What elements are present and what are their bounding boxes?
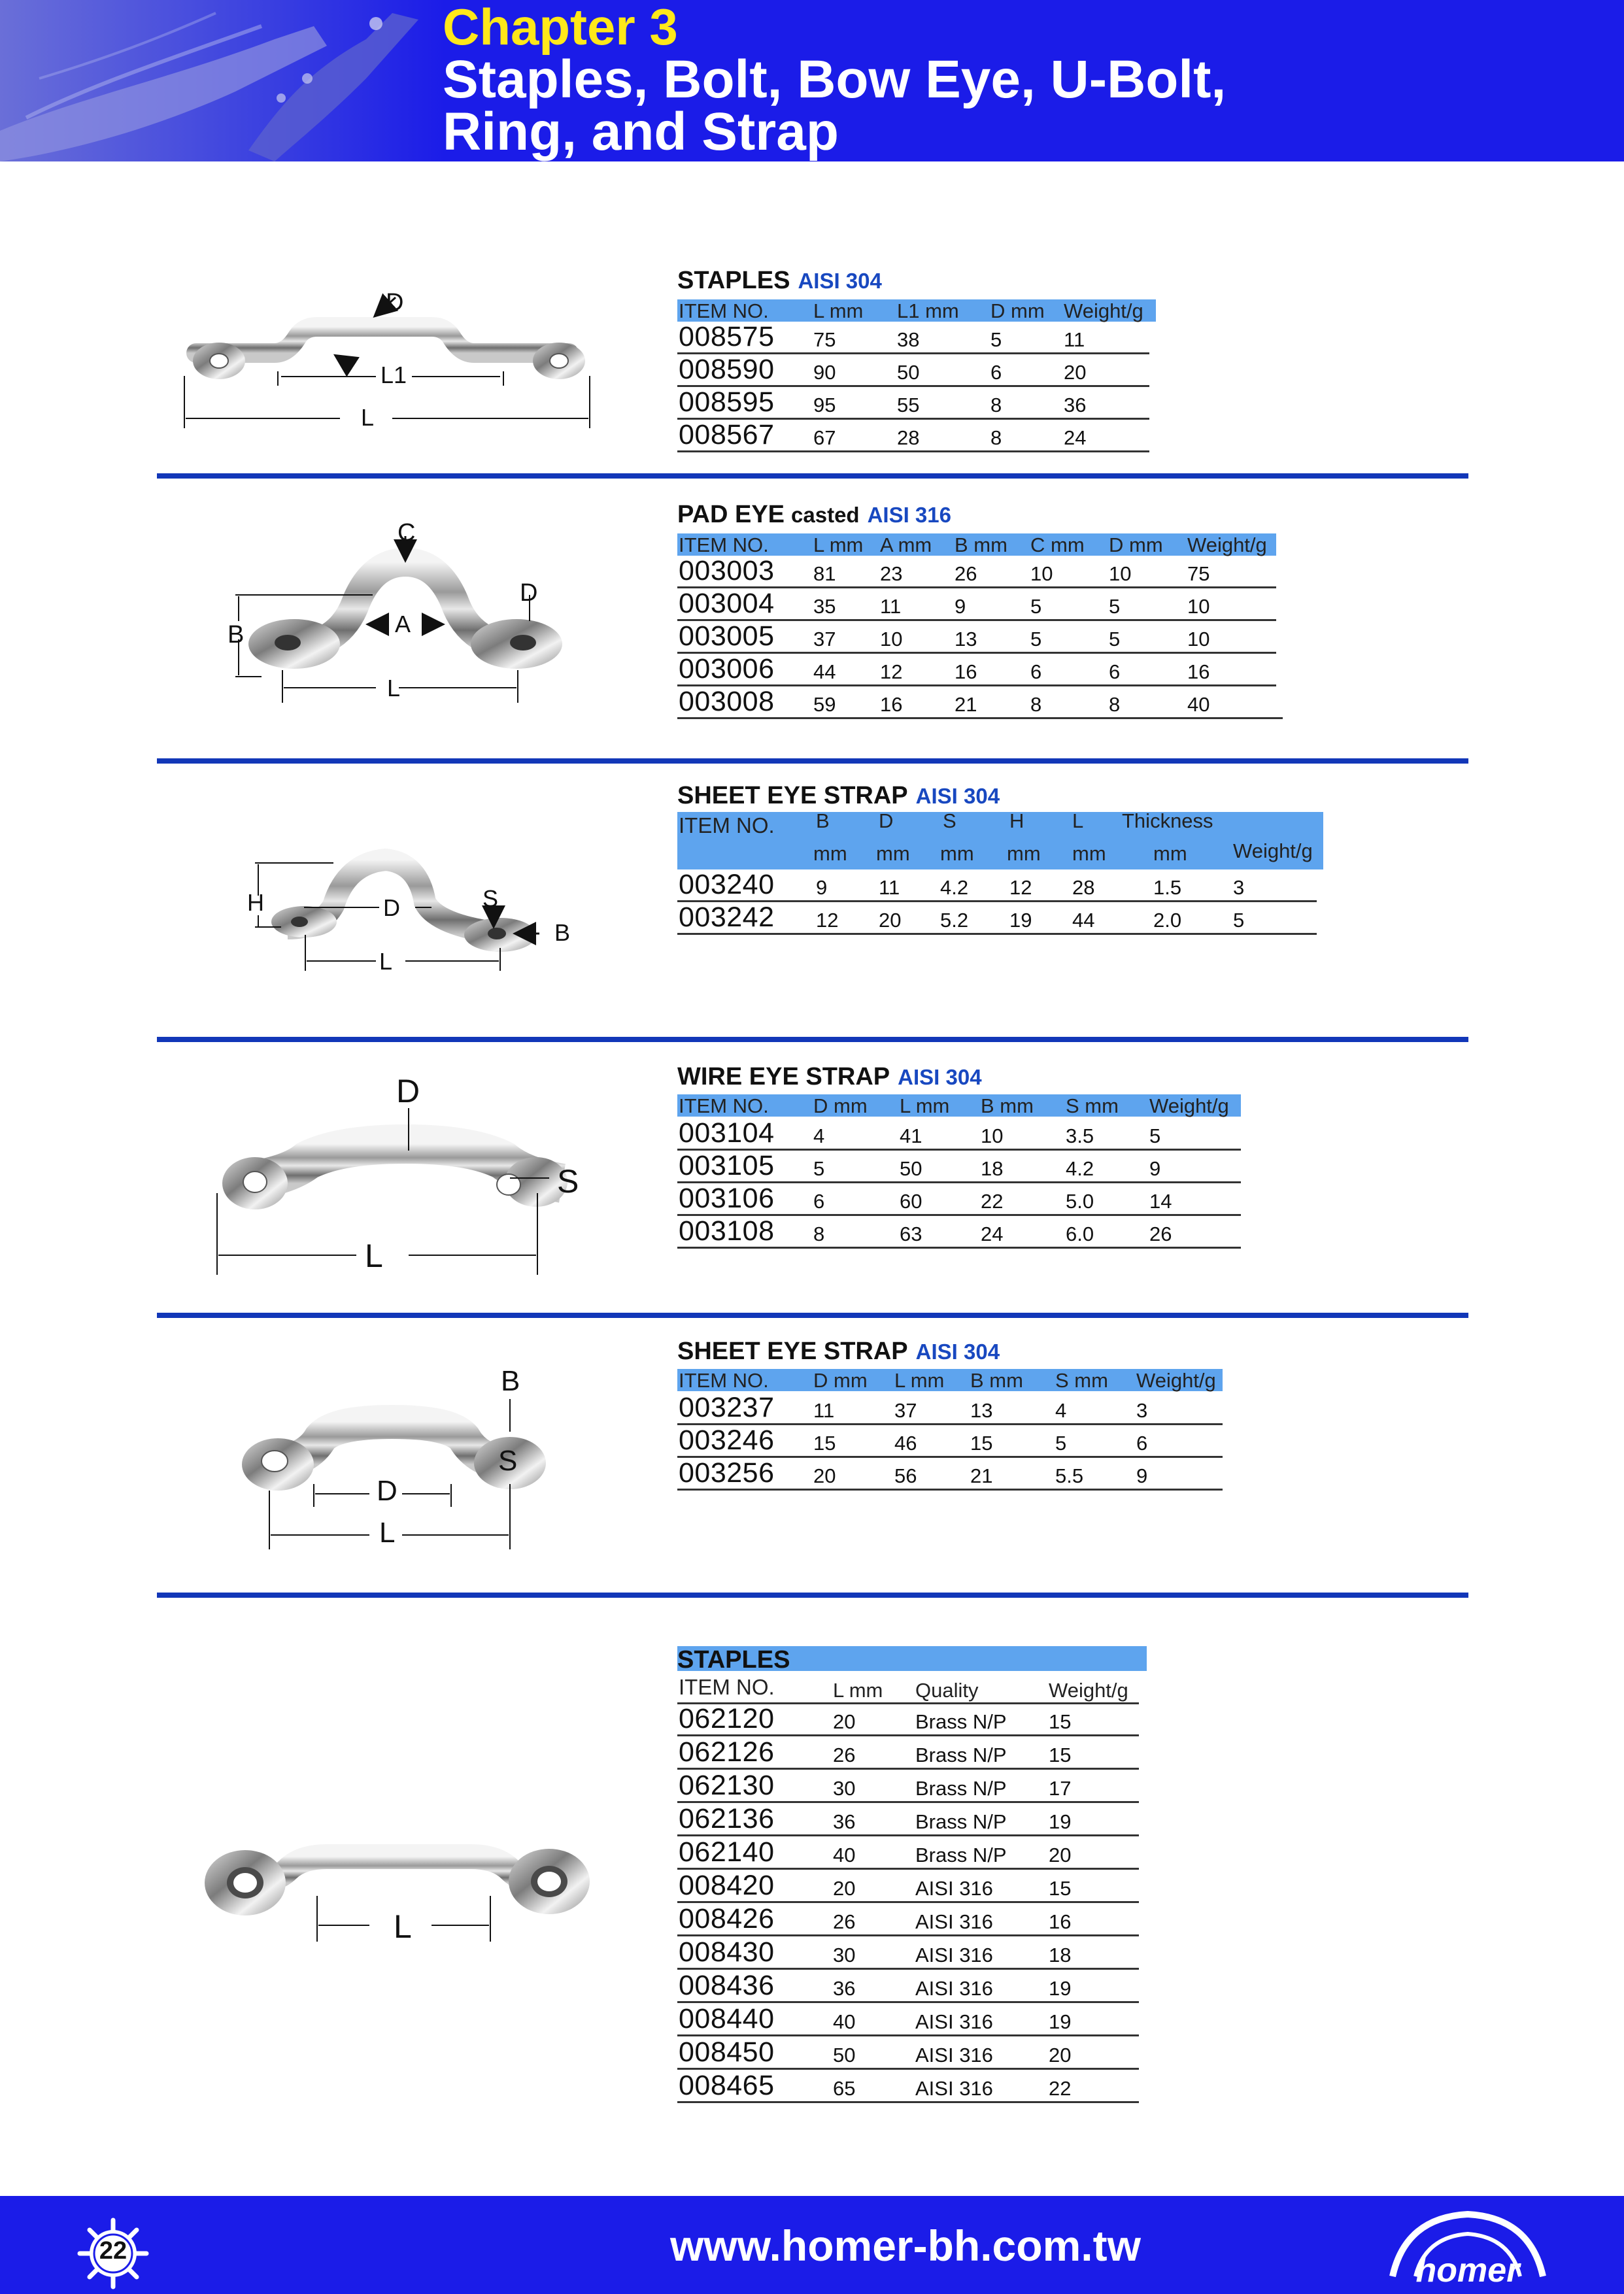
figure-label-d: D <box>383 894 400 921</box>
section-name: PAD EYE <box>677 501 785 528</box>
cell-d: 8 <box>990 394 1002 416</box>
table-row <box>677 2070 1139 2103</box>
cell-l: 59 <box>813 693 836 716</box>
table-row <box>677 588 1276 621</box>
cell-s: 5.0 <box>1066 1190 1094 1213</box>
cell-l: 63 <box>900 1223 922 1245</box>
figure-label-d: D <box>520 579 538 607</box>
cell-c: 10 <box>1030 562 1053 585</box>
cell-d: 11 <box>813 1399 835 1422</box>
cell-l: 40 <box>833 2010 856 2033</box>
table-row <box>677 1704 1139 1736</box>
header-thickness-unit: mm <box>1153 842 1187 865</box>
cell-weight: 3 <box>1136 1399 1148 1422</box>
cell-d: 20 <box>879 909 902 932</box>
cell-a: 23 <box>880 562 903 585</box>
cell-d: 4 <box>813 1124 825 1147</box>
figure-label-c: C <box>398 519 416 547</box>
table-row <box>677 1458 1223 1491</box>
table-row <box>677 1837 1139 1870</box>
cell-quality: Brass N/P <box>915 1844 1007 1866</box>
chapter-header <box>0 0 1624 161</box>
figure-label-b: B <box>228 621 245 649</box>
item-number: 062126 <box>679 1736 775 1768</box>
cell-weight: 19 <box>1049 2010 1072 2033</box>
cell-d: 20 <box>813 1464 836 1487</box>
cell-l: 65 <box>833 2077 856 2100</box>
figure-label-l: L <box>387 675 401 701</box>
header-item-no: ITEM NO. <box>679 813 775 837</box>
table-row <box>677 1216 1241 1249</box>
cell-d: 6 <box>990 361 1002 384</box>
section-material: AISI 304 <box>915 1340 1000 1364</box>
cell-s: 4.2 <box>1066 1157 1094 1180</box>
cell-d: 5 <box>990 328 1002 351</box>
item-number: 062120 <box>679 1703 775 1734</box>
figure-label-l: L <box>394 1908 412 1945</box>
figure-label-s: S <box>557 1163 579 1200</box>
chapter-number: Chapter 3 <box>443 0 678 56</box>
section-material: AISI 304 <box>915 784 1000 808</box>
figure-label-l1: L1 <box>381 362 407 388</box>
figure-label-s: S <box>498 1445 518 1477</box>
cell-weight: 11 <box>1064 328 1085 351</box>
cell-weight: 6 <box>1136 1432 1148 1455</box>
item-number: 008436 <box>679 1970 775 2001</box>
table-row <box>677 556 1276 588</box>
item-number: 008430 <box>679 1936 775 1968</box>
header-weight: Weight/g <box>1149 1094 1229 1117</box>
cell-weight: 9 <box>1149 1157 1161 1180</box>
cell-l1: 38 <box>897 328 920 351</box>
table-row <box>677 686 1283 719</box>
item-number: 008567 <box>679 419 775 450</box>
section-material: AISI 304 <box>898 1065 982 1089</box>
item-number: 008450 <box>679 2036 775 2068</box>
cell-a: 10 <box>880 628 903 650</box>
cell-weight: 14 <box>1149 1190 1172 1213</box>
figure-label-l: L <box>365 1238 383 1274</box>
table-row <box>677 1970 1139 2003</box>
cell-c: 5 <box>1030 628 1042 650</box>
header-quality: Quality <box>915 1679 979 1702</box>
cell-l: 26 <box>833 1910 856 1933</box>
item-number: 003005 <box>679 620 775 652</box>
header-b-mm: B mm <box>981 1094 1034 1117</box>
cell-l: 40 <box>833 1844 856 1866</box>
header-s: S <box>943 809 956 832</box>
cell-weight: 19 <box>1049 1810 1072 1833</box>
cell-b: 21 <box>970 1464 993 1487</box>
section-divider <box>157 1313 1468 1318</box>
header-weight: Weight/g <box>1136 1369 1216 1392</box>
cell-l: 30 <box>833 1944 856 1966</box>
cell-quality: Brass N/P <box>915 1777 1007 1800</box>
cell-weight: 5 <box>1233 909 1245 932</box>
section-title <box>677 501 951 529</box>
cell-l: 37 <box>813 628 836 650</box>
header-weight: Weight/g <box>1064 299 1143 322</box>
section-material: AISI 316 <box>867 503 951 527</box>
cell-weight: 22 <box>1049 2077 1072 2100</box>
table-row <box>677 1804 1139 1836</box>
cell-weight: 19 <box>1049 1977 1072 2000</box>
figure-label-b: B <box>554 919 571 946</box>
header-d-mm: D mm <box>990 299 1045 322</box>
cell-weight: 10 <box>1187 595 1210 618</box>
cell-h: 19 <box>1009 909 1032 932</box>
table-row <box>677 2004 1139 2036</box>
header-d-mm: D mm <box>813 1094 868 1117</box>
table-row <box>677 654 1276 686</box>
figure-label-d: D <box>396 1073 420 1109</box>
table-row <box>677 2037 1139 2070</box>
cell-s: 5.2 <box>940 909 969 932</box>
cell-weight: 3 <box>1233 876 1245 899</box>
cell-l: 81 <box>813 562 836 585</box>
section-name: STAPLES <box>677 267 790 294</box>
cell-l: 50 <box>900 1157 922 1180</box>
cell-b: 26 <box>955 562 977 585</box>
header-d-unit: mm <box>876 842 910 865</box>
cell-d: 6 <box>1109 660 1121 683</box>
section-name: SHEET EYE STRAP <box>677 782 908 809</box>
cell-l: 90 <box>813 361 836 384</box>
table-row <box>677 387 1149 420</box>
item-number: 062136 <box>679 1803 775 1834</box>
item-number: 003242 <box>679 902 775 933</box>
cell-quality: AISI 316 <box>915 2010 993 2033</box>
cell-weight: 20 <box>1049 1844 1072 1866</box>
cell-l: 20 <box>833 1877 856 1900</box>
cell-a: 12 <box>880 660 903 683</box>
cell-b: 13 <box>955 628 977 650</box>
cell-l: 67 <box>813 426 836 449</box>
cell-l: 26 <box>833 1744 856 1766</box>
website-url[interactable]: www.homer-bh.com.tw <box>670 2221 1141 2270</box>
item-number: 062130 <box>679 1770 775 1801</box>
header-item-no: ITEM NO. <box>679 1369 769 1392</box>
cell-l: 28 <box>1072 876 1095 899</box>
table-row <box>677 1770 1139 1803</box>
cell-quality: AISI 316 <box>915 2077 993 2100</box>
cell-d: 6 <box>813 1190 825 1213</box>
item-number: 003106 <box>679 1183 775 1214</box>
header-b-mm: B mm <box>955 533 1007 556</box>
item-number: 003108 <box>679 1215 775 1247</box>
cell-weight: 10 <box>1187 628 1210 650</box>
header-thickness: Thickness <box>1122 809 1213 832</box>
cell-b: 24 <box>981 1223 1004 1245</box>
section-divider <box>157 1037 1468 1042</box>
cell-weight: 16 <box>1049 1910 1072 1933</box>
header-d-mm: D mm <box>813 1369 868 1392</box>
cell-d: 15 <box>813 1432 836 1455</box>
item-number: 003006 <box>679 653 775 684</box>
cell-b: 9 <box>955 595 966 618</box>
header-item-no: ITEM NO. <box>679 299 769 322</box>
cell-thickness: 1.5 <box>1153 876 1182 899</box>
header-a-mm: A mm <box>880 533 932 556</box>
table-row <box>677 1392 1223 1425</box>
header-l: L <box>1072 809 1084 832</box>
section-material: AISI 304 <box>798 269 882 293</box>
cell-weight: 26 <box>1149 1223 1172 1245</box>
header-weight: Weight/g <box>1233 839 1313 862</box>
cell-s: 6.0 <box>1066 1223 1094 1245</box>
cell-weight: 20 <box>1064 361 1087 384</box>
section-title <box>677 782 1000 810</box>
section-title <box>677 267 882 295</box>
header-weight: Weight/g <box>1187 533 1267 556</box>
header-h: H <box>1009 809 1024 832</box>
header-d-mm: D mm <box>1109 533 1163 556</box>
item-number: 008575 <box>679 321 775 352</box>
cell-l: 50 <box>833 2044 856 2066</box>
header-l1-mm: L1 mm <box>897 299 959 322</box>
table-row <box>677 1425 1223 1458</box>
table-row <box>677 1870 1139 1903</box>
cell-weight: 75 <box>1187 562 1210 585</box>
header-c-mm: C mm <box>1030 533 1085 556</box>
sheet-eye-strap-diagram <box>242 830 582 987</box>
cell-l: 37 <box>894 1399 917 1422</box>
cell-weight: 17 <box>1049 1777 1072 1800</box>
cell-l1: 55 <box>897 394 920 416</box>
item-number: 008590 <box>679 354 775 385</box>
cell-s: 5 <box>1055 1432 1067 1455</box>
cell-weight: 15 <box>1049 1877 1072 1900</box>
figure-label-a: A <box>395 611 411 637</box>
header-item-no: ITEM NO. <box>679 1094 769 1117</box>
figure-label-h: H <box>247 889 264 916</box>
item-number: 003246 <box>679 1425 775 1456</box>
cell-d: 8 <box>1109 693 1121 716</box>
cell-weight: 36 <box>1064 394 1087 416</box>
cell-l: 20 <box>833 1710 856 1733</box>
header-weight: Weight/g <box>1049 1679 1128 1702</box>
table-row <box>677 354 1149 387</box>
table-row <box>677 420 1149 452</box>
table-row <box>677 1904 1139 1936</box>
section-name: STAPLES <box>677 1646 790 1674</box>
sheet-eye-strap-small-diagram <box>222 1360 575 1562</box>
section-name: WIRE EYE STRAP <box>677 1063 890 1090</box>
header-s-mm: S mm <box>1066 1094 1119 1117</box>
header-s-unit: mm <box>940 842 974 865</box>
header-l-mm: L mm <box>900 1094 950 1117</box>
cell-quality: AISI 316 <box>915 2044 993 2066</box>
section-title <box>677 1063 982 1091</box>
homer-logo <box>1379 2204 1556 2289</box>
table-row <box>677 1151 1241 1183</box>
item-number: 062140 <box>679 1836 775 1868</box>
header-l-mm: L mm <box>813 299 864 322</box>
header-b-mm: B mm <box>970 1369 1023 1392</box>
cell-a: 16 <box>880 693 903 716</box>
table-row <box>677 322 1149 354</box>
cell-quality: Brass N/P <box>915 1710 1007 1733</box>
cell-quality: AISI 316 <box>915 1910 993 1933</box>
cell-l1: 50 <box>897 361 920 384</box>
table-row <box>677 869 1317 902</box>
cell-weight: 18 <box>1049 1944 1072 1966</box>
chapter-title-line-2: Ring, and Strap <box>443 102 839 161</box>
cell-s: 4.2 <box>940 876 969 899</box>
cell-c: 8 <box>1030 693 1042 716</box>
header-l-unit: mm <box>1072 842 1106 865</box>
cell-b: 13 <box>970 1399 993 1422</box>
cell-b: 21 <box>955 693 977 716</box>
cell-quality: AISI 316 <box>915 1977 993 2000</box>
cell-d: 5 <box>1109 628 1121 650</box>
section-title <box>677 1646 790 1674</box>
cell-s: 3.5 <box>1066 1124 1094 1147</box>
cell-l: 30 <box>833 1777 856 1800</box>
cell-l: 41 <box>900 1124 922 1147</box>
header-l-mm: L mm <box>894 1369 945 1392</box>
cell-weight: 15 <box>1049 1744 1072 1766</box>
table-row <box>677 1183 1241 1216</box>
cell-a: 11 <box>880 595 902 618</box>
cell-weight: 9 <box>1136 1464 1148 1487</box>
section-name: SHEET EYE STRAP <box>677 1338 908 1365</box>
cell-l: 44 <box>1072 909 1095 932</box>
cell-b: 16 <box>955 660 977 683</box>
header-h-unit: mm <box>1007 842 1041 865</box>
item-number: 008465 <box>679 2070 775 2101</box>
cell-quality: Brass N/P <box>915 1744 1007 1766</box>
item-number: 008420 <box>679 1870 775 1901</box>
cell-b: 15 <box>970 1432 993 1455</box>
cell-d: 11 <box>879 876 900 899</box>
cell-weight: 24 <box>1064 426 1087 449</box>
item-number: 003104 <box>679 1117 775 1149</box>
cell-l: 60 <box>900 1190 922 1213</box>
header-item-no: ITEM NO. <box>679 1675 775 1699</box>
item-number: 003008 <box>679 686 775 717</box>
page-number: 22 <box>99 2237 127 2265</box>
cell-l1: 28 <box>897 426 920 449</box>
header-item-no: ITEM NO. <box>679 533 769 556</box>
cell-l: 44 <box>813 660 836 683</box>
table-row <box>677 902 1317 935</box>
cell-quality: Brass N/P <box>915 1810 1007 1833</box>
cell-l: 35 <box>813 595 836 618</box>
cell-h: 12 <box>1009 876 1032 899</box>
cell-d: 8 <box>990 426 1002 449</box>
section-divider <box>157 758 1468 764</box>
item-number: 008595 <box>679 386 775 418</box>
cell-l: 95 <box>813 394 836 416</box>
header-b-unit: mm <box>813 842 847 865</box>
table-row <box>677 621 1276 654</box>
chapter-title-line-1: Staples, Bolt, Bow Eye, U-Bolt, <box>443 50 1226 109</box>
cell-d: 5 <box>813 1157 825 1180</box>
cell-l: 36 <box>833 1977 856 2000</box>
header-l-mm: L mm <box>813 533 864 556</box>
cell-b: 12 <box>816 909 839 932</box>
cell-d: 8 <box>813 1223 825 1245</box>
section-subtitle: casted <box>791 503 860 527</box>
figure-label-d: D <box>377 1475 398 1507</box>
cell-l: 36 <box>833 1810 856 1833</box>
header-b: B <box>816 809 830 832</box>
cell-b: 9 <box>816 876 828 899</box>
cell-b: 18 <box>981 1157 1004 1180</box>
table-row <box>677 1737 1139 1770</box>
section-divider <box>157 473 1468 479</box>
figure-label-d: D <box>386 289 404 316</box>
cell-d: 5 <box>1109 595 1121 618</box>
hardware-photo-banner <box>0 0 445 161</box>
header-s-mm: S mm <box>1055 1369 1108 1392</box>
cell-b: 10 <box>981 1124 1004 1147</box>
cell-weight: 20 <box>1049 2044 1072 2066</box>
item-number: 003105 <box>679 1150 775 1181</box>
item-number: 008440 <box>679 2003 775 2034</box>
figure-label-s: S <box>482 885 499 912</box>
cell-s: 4 <box>1055 1399 1067 1422</box>
item-number: 003240 <box>679 869 775 900</box>
header-d: D <box>879 809 894 832</box>
cell-thickness: 2.0 <box>1153 909 1182 932</box>
table-row <box>677 1118 1241 1151</box>
figure-label-l: L <box>379 948 393 975</box>
table-row <box>677 1937 1139 1970</box>
cell-quality: AISI 316 <box>915 1944 993 1966</box>
section-divider <box>157 1593 1468 1598</box>
item-number: 003003 <box>679 555 775 586</box>
cell-l: 56 <box>894 1464 917 1487</box>
cell-weight: 15 <box>1049 1710 1072 1733</box>
cell-d: 10 <box>1109 562 1132 585</box>
cell-b: 22 <box>981 1190 1004 1213</box>
cell-l: 75 <box>813 328 836 351</box>
item-number: 003256 <box>679 1457 775 1489</box>
cell-weight: 16 <box>1187 660 1210 683</box>
svg-text:homer: homer <box>1415 2252 1520 2289</box>
cell-l: 46 <box>894 1432 917 1455</box>
item-number: 008426 <box>679 1903 775 1934</box>
figure-label-b: B <box>501 1365 520 1397</box>
cell-quality: AISI 316 <box>915 1877 993 1900</box>
item-number: 003237 <box>679 1392 775 1423</box>
header-l-mm: L mm <box>833 1679 883 1702</box>
cell-c: 5 <box>1030 595 1042 618</box>
cell-c: 6 <box>1030 660 1042 683</box>
item-number: 003004 <box>679 588 775 619</box>
cell-weight: 40 <box>1187 693 1210 716</box>
section-title <box>677 1338 1000 1366</box>
cell-s: 5.5 <box>1055 1464 1084 1487</box>
figure-label-l: L <box>361 404 375 431</box>
cell-weight: 5 <box>1149 1124 1161 1147</box>
figure-label-l: L <box>379 1517 396 1549</box>
